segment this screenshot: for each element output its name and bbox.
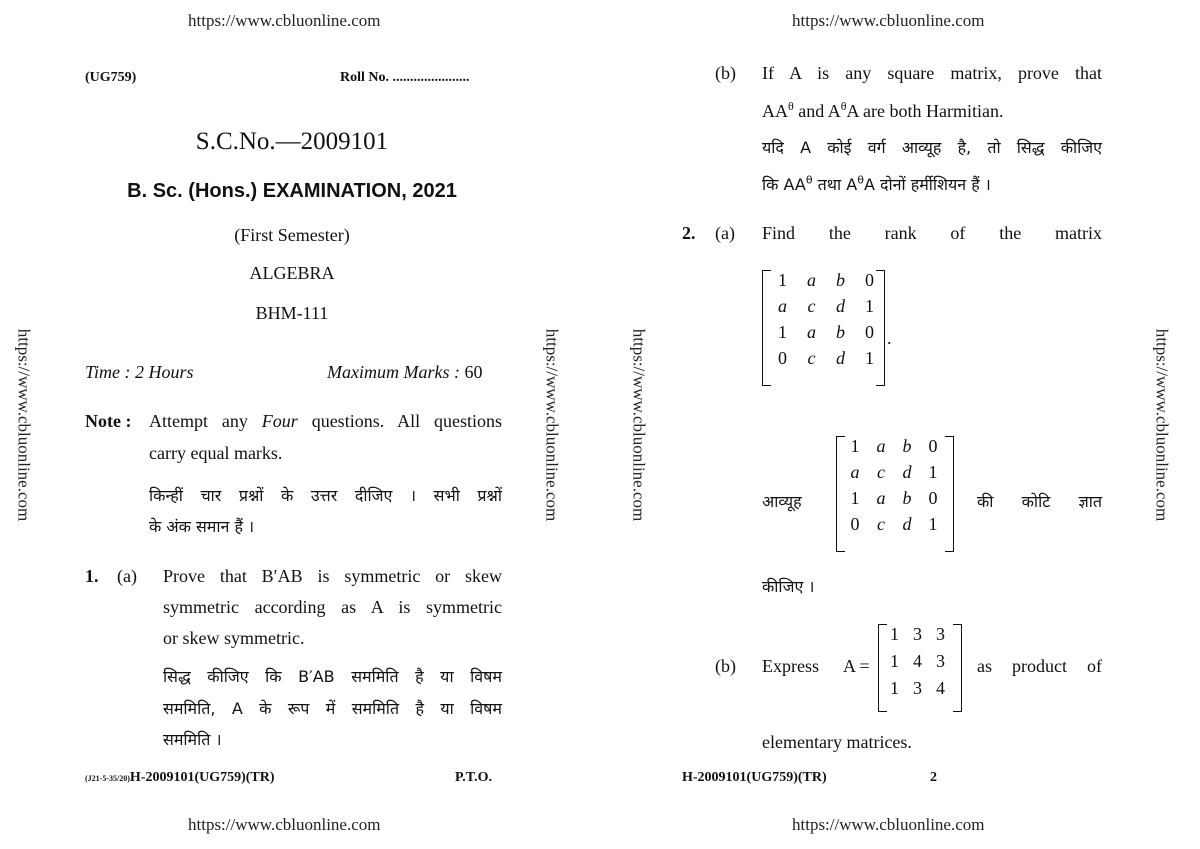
matrix1-cell-2-1: a [807,322,816,342]
matrix1-hindi-cell-3-1: c [877,514,885,534]
q1b-en-line-2: $AA^\theta$ and $A^\theta A$ are both Harmitian. [762,99,1004,121]
note-hi-line-1: किन्हीं चार प्रश्नों के उत्तर दीजिए । सभी प्रश्नों [149,486,502,505]
matrix2-bracket-right [953,624,962,712]
matrix1-hindi-cell-2-1: a [876,488,886,508]
matrix1-hindi-cell-3-0: 0 [850,514,860,534]
note-label: Note : [85,411,132,431]
matrix2-cell-2-2: 4 [936,678,945,698]
page-number: 2 [930,770,937,785]
q1a-en-line-1: Prove that B′AB is symmetric or skew [163,566,502,586]
time: Time : 2 Hours [85,362,194,382]
note-hi-line-2: के अंक समान हैं । [149,517,255,536]
matrix1-end: . [887,328,892,348]
side-url-mid-left[interactable]: https://www.cbluonline.com [542,328,562,522]
pto: P.T.O. [455,770,492,785]
q1a-label: (a) [117,566,137,586]
matrix1-hindi-cell-3-2: d [902,514,912,534]
q2b-post: as product of [977,656,1102,676]
matrix1-cell-0-2: b [836,270,845,290]
q2-number: 2. [682,223,696,243]
q1a-hi-line-3: सममिति । [163,730,222,749]
q2a-en: Find the rank of the matrix [762,223,1102,243]
footer-code-left: (J21-5-35/20)H-2009101(UG759)(TR) [85,770,275,785]
q2a-hi-post: की कोटि ज्ञात [977,492,1102,511]
roll-no: Roll No. ...................... [340,70,470,85]
matrix1-hindi-cell-1-2: d [902,462,912,482]
matrix1-hindi [842,436,946,535]
q1a-hi-line-1: सिद्ध कीजिए कि B′AB सममिति है या विषम [163,667,502,686]
matrix1-hindi-cell-1-1: c [877,462,885,482]
sc-no: S.C.No.—2009101 [195,128,389,155]
exam-title: B. Sc. (Hons.) EXAMINATION, 2021 [127,180,457,202]
matrix1-cell-0-3: 0 [865,270,874,290]
paper-code: (UG759) [85,70,137,85]
q2a-hi-pre: आव्यूह [762,492,802,511]
max-marks [327,362,482,383]
matrix1-cell-3-1: c [807,348,816,368]
matrix1-cell-0-1: a [807,270,816,290]
q2a-label: (a) [715,223,735,243]
matrix1-cell-0-0: 1 [778,270,787,290]
matrix1-cell-2-0: 1 [778,322,787,342]
max-marks-value: 60 [464,362,483,382]
matrix2-cell-1-2: 3 [936,651,945,671]
side-url-far-right[interactable]: https://www.cbluonline.com [1152,328,1172,522]
q1a-hi-line-2: सममिति, A के रूप में सममिति है या विषम [163,699,502,718]
footer-code-right: H-2009101(UG759)(TR) [682,770,827,785]
matrix1-hi-bracket-right [945,436,954,552]
matrix1-cell-3-0: 0 [778,348,787,368]
matrix1-hindi-cell-0-2: b [902,436,912,456]
matrix1-hindi-cell-3-3: 1 [928,514,938,534]
matrix1-cell-1-0: a [778,296,787,316]
matrix1-hindi-cell-0-3: 0 [928,436,938,456]
matrix1-hindi-cell-2-0: 1 [850,488,860,508]
side-url-far-left[interactable]: https://www.cbluonline.com [14,328,34,522]
matrix2-cell-1-0: 1 [890,651,899,671]
matrix1-hindi-cell-1-0: a [850,462,860,482]
header-url-left[interactable]: https://www.cbluonline.com [188,11,381,30]
matrix1-cell-2-2: b [836,322,845,342]
semester: (First Semester) [234,225,350,245]
matrix1-hindi-cell-2-2: b [902,488,912,508]
matrix1-cell-3-2: d [836,348,845,368]
matrix1-cell-1-1: c [807,296,816,316]
side-url-mid-right[interactable]: https://www.cbluonline.com [629,328,649,522]
matrix1 [768,270,884,369]
matrix2 [883,624,952,699]
q1b-label: (b) [715,63,736,83]
matrix2-cell-0-2: 3 [936,624,945,644]
header-url-right[interactable]: https://www.cbluonline.com [792,11,985,30]
matrix1-hindi-cell-2-3: 0 [928,488,938,508]
q2b-a-equals: A = [843,656,870,676]
matrix2-cell-0-0: 1 [890,624,899,644]
q1-number: 1. [85,566,99,586]
matrix1-hindi-cell-1-3: 1 [928,462,938,482]
matrix2-cell-2-1: 3 [913,678,922,698]
note-en-line-2: carry equal marks. [149,443,283,463]
max-marks-label: Maximum Marks : [327,362,465,382]
q2b-label: (b) [715,656,736,676]
q2b-express: Express [762,656,819,676]
q1b-en-line-1: If A is any square matrix, prove that [762,63,1102,83]
footer-url-left[interactable]: https://www.cbluonline.com [188,815,381,834]
course-code: BHM-111 [255,303,329,323]
matrix2-cell-2-0: 1 [890,678,899,698]
subject: ALGEBRA [249,263,335,283]
q1a-en-line-3: or skew symmetric. [163,628,305,648]
footer-url-right[interactable]: https://www.cbluonline.com [792,815,985,834]
matrix1-bracket-right [876,270,885,386]
matrix1-cell-1-2: d [836,296,845,316]
q2b-end: elementary matrices. [762,732,912,752]
matrix1-cell-3-3: 1 [865,348,874,368]
matrix1-hindi-cell-0-0: 1 [850,436,860,456]
matrix1-cell-1-3: 1 [865,296,874,316]
matrix2-cell-0-1: 3 [913,624,922,644]
note-en-line-1: Attempt any Four questions. All questions [149,411,503,431]
matrix2-cell-1-1: 4 [913,651,922,671]
q1a-en-line-2: symmetric according as A is symmetric [163,597,502,617]
matrix1-hindi-cell-0-1: a [876,436,886,456]
q1b-hi-line-1: यदि A कोई वर्ग आव्यूह है, तो सिद्ध कीजिए [762,138,1102,157]
q2a-hi-end: कीजिए । [762,577,815,596]
matrix1-cell-2-3: 0 [865,322,874,342]
q1b-hi-line-2: कि $AA^\theta$ तथा $A^\theta A$ दोनों हर्मीशियन हैं । [762,173,991,194]
